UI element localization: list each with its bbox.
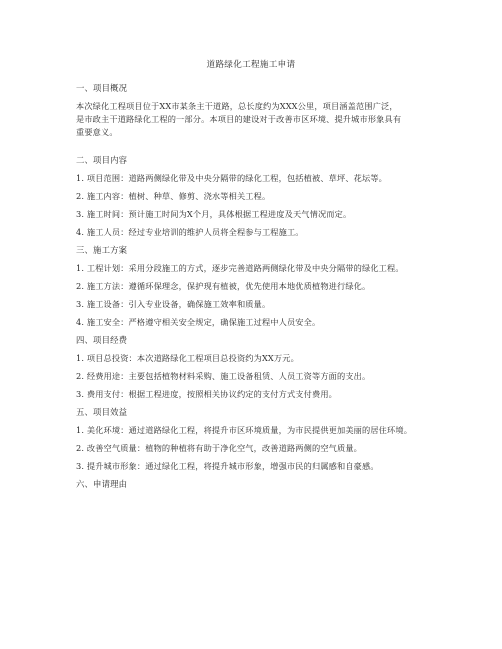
- list-item: 3. 提升城市形象：通过绿化工程，将提升城市形象，增强市民的归属感和自豪感。: [76, 461, 379, 471]
- section-heading: 三、施工方案: [76, 245, 128, 255]
- section-heading: 一、项目概况: [76, 83, 128, 93]
- list-item: 4. 施工安全：严格遵守相关安全规定，确保施工过程中人员安全。: [76, 317, 321, 327]
- paragraph-line: 本次绿化工程项目位于XX市某条主干道路，总长度约为XXX公里，项目涵盖范围广泛，: [76, 101, 398, 111]
- list-item: 1. 项目总投资：本次道路绿化工程项目总投资约为XX万元。: [76, 353, 299, 363]
- list-item: 2. 改善空气质量：植物的种植将有助于净化空气，改善道路两侧的空气质量。: [76, 443, 363, 453]
- list-item: 3. 施工设备：引入专业设备，确保施工效率和质量。: [76, 299, 271, 309]
- list-item: 2. 经费用途：主要包括植物材料采购、施工设备租赁、人员工资等方面的支出。: [76, 371, 371, 381]
- list-item: 2. 施工内容：植树、种草、修剪、浇水等相关工程。: [76, 191, 271, 201]
- section-heading: 五、项目效益: [76, 407, 128, 417]
- paragraph-line: 重要意义。: [76, 127, 118, 137]
- paragraph-line: 是市政主干道路绿化工程的一部分。本项目的建设对于改善市区环境、提升城市形象具有: [76, 114, 402, 124]
- list-item: 3. 费用支付：根据工程进度，按照相关协议约定的支付方式支付费用。: [76, 389, 337, 399]
- section-heading: 二、项目内容: [76, 155, 128, 165]
- list-item: 1. 工程计划：采用分段施工的方式，逐步完善道路两侧绿化带及中央分隔带的绿化工程。: [76, 263, 404, 273]
- section-heading: 四、项目经费: [76, 335, 128, 345]
- list-item: 2. 施工方法：遵循环保理念，保护现有植被，优先使用本地优质植物进行绿化。: [76, 281, 371, 291]
- list-item: 4. 施工人员：经过专业培训的维护人员将全程参与工程施工。: [76, 227, 304, 237]
- list-item: 3. 施工时间：预计施工时间为X个月，具体根据工程进度及天气情况而定。: [76, 209, 352, 219]
- list-item: 1. 美化环境：通过道路绿化工程，将提升市区环境质量，为市民提供更加美丽的居住环境。: [76, 425, 413, 435]
- section-heading: 六、申请理由: [76, 479, 128, 489]
- document-title: 道路绿化工程施工申请: [206, 60, 296, 70]
- list-item: 1. 项目范围：道路两侧绿化带及中央分隔带的绿化工程，包括植被、草坪、花坛等。: [76, 173, 388, 183]
